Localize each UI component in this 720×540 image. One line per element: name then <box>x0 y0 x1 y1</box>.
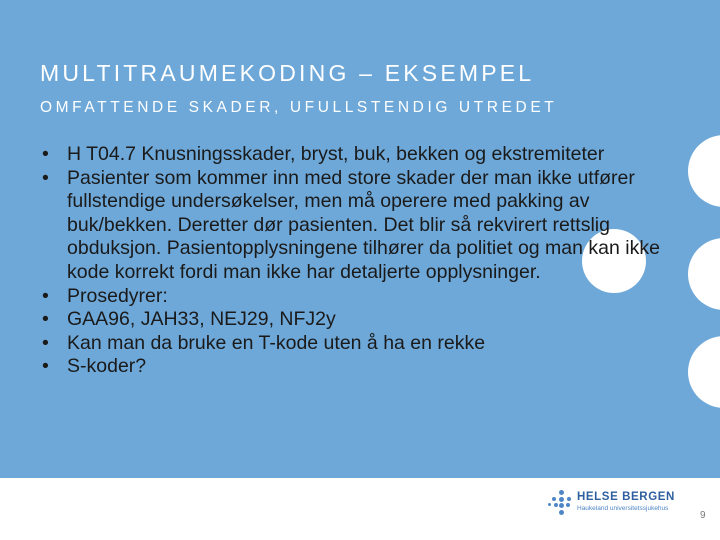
bullet-item: • H T04.7 Knusningsskader, bryst, buk, bekken og ekstremiteter <box>40 143 680 167</box>
decorative-circle <box>688 238 720 310</box>
bullet-list <box>40 143 680 379</box>
bullet-item: • GAA96, JAH33, NEJ29, NFJ2y <box>40 308 680 332</box>
bullet-item: • Prosedyrer: <box>40 285 680 309</box>
page-number: 9 <box>700 510 706 521</box>
logo-name: HELSE BERGEN <box>577 491 675 503</box>
bullet-item: • S-koder? <box>40 355 680 379</box>
helse-bergen-logo <box>548 490 678 516</box>
helse-bergen-dots-icon <box>548 490 574 516</box>
bullet-item: • Kan man da bruke en T-kode uten å ha en rekke <box>40 332 680 356</box>
slide-subtitle: OMFATTENDE SKADER, UFULLSTENDIG UTREDET <box>40 99 558 116</box>
slide-title: MULTITRAUMEKODING – EKSEMPEL <box>40 60 535 86</box>
logo-subline: Haukeland universitetssjukehus <box>577 505 669 512</box>
decorative-circle <box>688 135 720 207</box>
bullet-item: • Pasienter som kommer inn med store skader der man ikke utfører fullstendige undersøkelser, men må operere med pakking av buk/bekken. Deretter dør pasienten. Det blir så rekvirert rettslig obduksjon. Pasientopplysningene tilhører da politiet og man kan ikke kode korrekt fordi man ikke har detaljerte opplysninger. <box>40 167 680 285</box>
decorative-circle <box>688 336 720 408</box>
